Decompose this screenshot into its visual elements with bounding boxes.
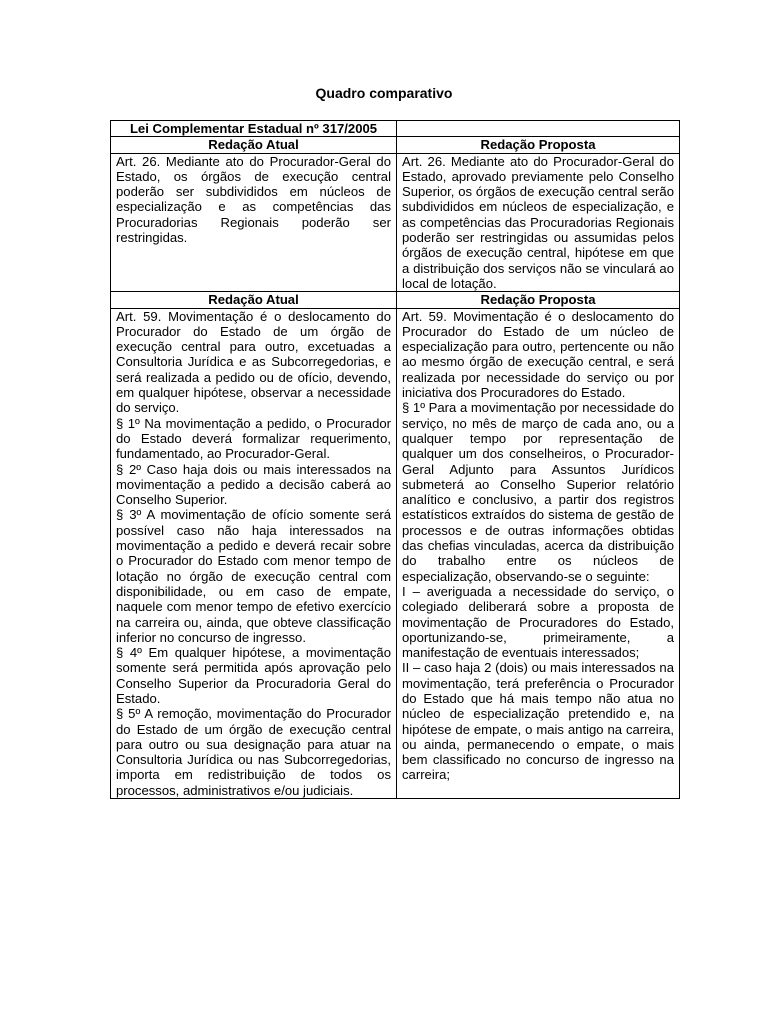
proposed-wording-header: Redação Proposta	[397, 137, 680, 153]
section-header-row	[111, 292, 680, 308]
current-wording-header: Redação Atual	[111, 292, 397, 308]
law-header-cell: Lei Complementar Estadual nº 317/2005	[111, 121, 397, 137]
comparison-table	[110, 120, 680, 799]
law-header-row	[111, 121, 680, 137]
proposed-wording-header: Redação Proposta	[397, 292, 680, 308]
paragraph: I – averiguada a necessidade do serviço, o colegiado deliberará sobre a proposta de movimentação de Procuradores do Estado, oportunizando-se, primeiramente, a manifestação de eventuais interessados;	[402, 583, 674, 661]
current-wording-cell	[111, 308, 397, 799]
paragraph: II – caso haja 2 (dois) ou mais interessados na movimentação, terá preferência o Procurador do Estado que há mais tempo não atua no núcleo de especialização pretendido e, na hipótese de empate, o mais antigo na carreira, ou ainda, permanecendo o empate, o mais bem classificado no concurso de ingresso na carreira;	[402, 660, 674, 783]
paragraph: § 2º Caso haja dois ou mais interessados na movimentação a pedido a decisão caberá ao Conselho Superior.	[116, 461, 391, 508]
article-row	[111, 153, 680, 292]
article-row	[111, 308, 680, 799]
section-header-row	[111, 137, 680, 153]
paragraph: Art. 59. Movimentação é o deslocamento do Procurador do Estado de um núcleo de especialização para outro, pertencente ou não ao mesmo órgão de execução central, e será realizada por necessidade do serviço ou por iniciativa dos Procuradores do Estado.	[402, 308, 674, 401]
current-wording-cell	[111, 153, 397, 292]
paragraph: Art. 26. Mediante ato do Procurador-Geral do Estado, os órgãos de execução central poderão ser subdivididos em núcleos de especialização e as competências das Procuradorias Regionais poderão ser restringidas.	[116, 153, 391, 246]
proposed-wording-cell	[397, 308, 680, 799]
paragraph: § 1º Para a movimentação por necessidade do serviço, no mês de março de cada ano, ou a qualquer tempo por representação de qualquer um dos conselheiros, o Procurador-Geral Adjunto para Assuntos Jurídicos submeterá ao Conselho Superior relatório analítico e conclusivo, a partir dos registros estatísticos extraídos do sistema de gestão de processos e de outras informações obtidas das chefias vinculadas, acerca da distribuição do trabalho entre os núcleos de especialização, observando-se o seguinte:	[402, 400, 674, 584]
page-title: Quadro comparativo	[315, 85, 453, 101]
paragraph: Art. 59. Movimentação é o deslocamento do Procurador do Estado de um órgão de execução central para outro, excetuadas a Consultoria Jurídica e as Subcorregedorias, e será realizada a pedido ou de ofício, devendo, em qualquer hipótese, observar a necessidade do serviço.	[116, 308, 391, 416]
paragraph: § 4º Em qualquer hipótese, a movimentação somente será permitida após aprovação pelo Conselho Superior da Procuradoria Geral do Estado.	[116, 645, 391, 706]
paragraph: Art. 26. Mediante ato do Procurador-Geral do Estado, aprovado previamente pelo Conselho Superior, os órgãos de execução central serão subdivididos em núcleos de especialização, e as competências das Procuradorias Regionais poderão ser restringidas ou assumidas pelos órgãos de execução central, hipótese em que a distribuição dos serviços não se vinculará ao local de lotação.	[402, 153, 674, 291]
paragraph: § 3º A movimentação de ofício somente será possível caso não haja interessados na movimentação a pedido e deverá recair sobre o Procurador do Estado com menor tempo de lotação no órgão de execução central com disponibilidade, ou em caso de empate, naquele com menor tempo de efetivo exercício na carreira ou, ainda, que obteve classificação inferior no concurso de ingresso.	[116, 507, 391, 645]
empty-header-cell	[397, 121, 680, 137]
proposed-wording-cell	[397, 153, 680, 292]
paragraph: § 5º A remoção, movimentação do Procurador do Estado de um órgão de execução central para outro ou sua designação para atuar na Consultoria Jurídica ou nas Subcorregedorias, importa em redistribuição de todos os processos, administrativos e/ou judiciais.	[116, 706, 391, 798]
paragraph: § 1º Na movimentação a pedido, o Procurador do Estado deverá formalizar requerimento, fundamentado, ao Procurador-Geral.	[116, 415, 391, 462]
current-wording-header: Redação Atual	[111, 137, 397, 153]
